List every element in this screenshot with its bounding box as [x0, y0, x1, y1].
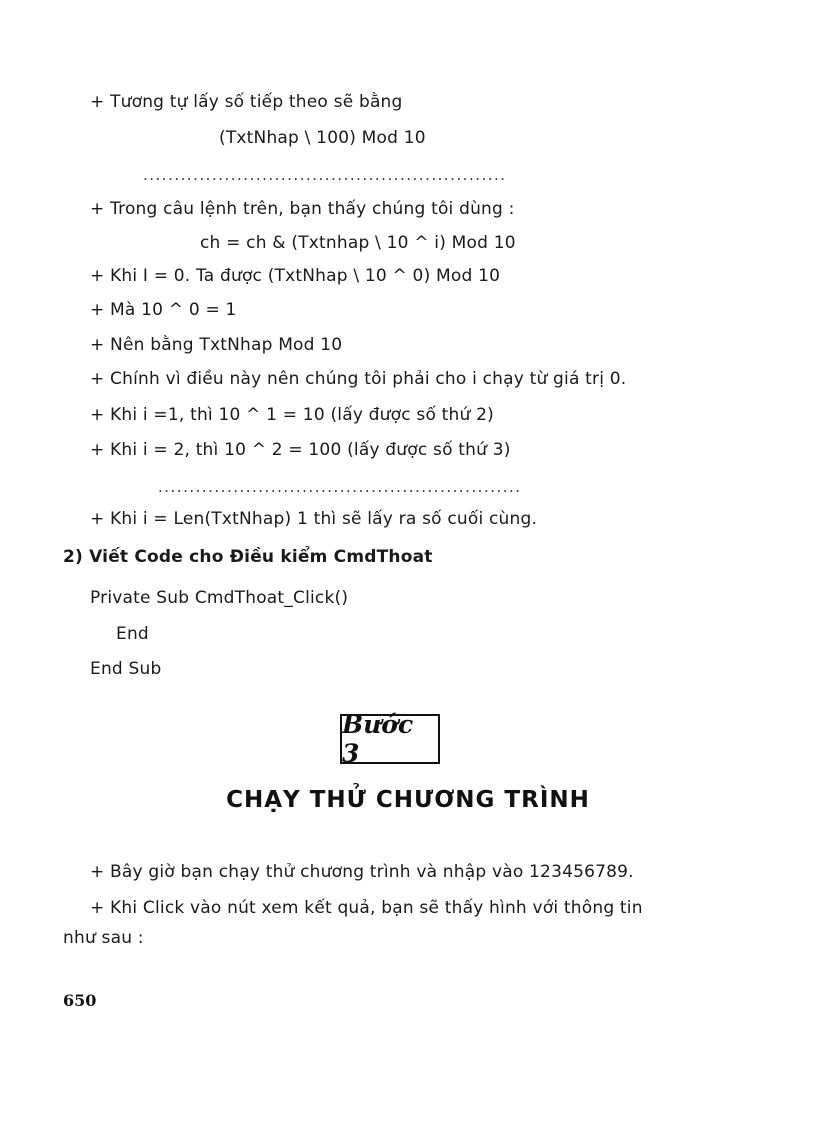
code-line-2: End: [116, 624, 149, 644]
code-line-1: Private Sub CmdThoat_Click(): [90, 588, 349, 608]
page-title: CHẠY THỬ CHƯƠNG TRÌNH: [226, 787, 590, 813]
step-box: [340, 710, 440, 768]
dots-separator-2: ..........................................................: [158, 478, 522, 496]
line-11: + Khi i = Len(TxtNhap) 1 thì sẽ lấy ra số cuối cùng.: [90, 509, 538, 529]
line-9: + Khi i =1, thì 10 ^ 1 = 10 (lấy được số thứ 2): [90, 405, 494, 425]
line-3: + Trong câu lệnh trên, bạn thấy chúng tôi dùng :: [90, 199, 515, 219]
step-label: Bước 3: [342, 710, 414, 768]
line-6: + Mà 10 ^ 0 = 1: [90, 300, 237, 320]
code-line-3: End Sub: [90, 659, 162, 679]
paragraph-1: + Bây giờ bạn chạy thử chương trình và nhập vào 123456789.: [90, 862, 634, 882]
section-heading: 2) Viết Code cho Điều kiểm CmdThoat: [63, 547, 433, 567]
line-5: + Khi I = 0. Ta được (TxtNhap \ 10 ^ 0) Mod 10: [90, 266, 501, 286]
line-8: + Chính vì điều này nên chúng tôi phải cho i chạy từ giá trị 0.: [90, 369, 627, 389]
paragraph-3: như sau :: [63, 928, 144, 948]
paragraph-2: + Khi Click vào nút xem kết quả, bạn sẽ thấy hình với thông tin: [90, 898, 643, 918]
line-7: + Nên bằng TxtNhap Mod 10: [90, 335, 343, 355]
page-number: 650: [63, 991, 97, 1010]
dots-separator-1: ..........................................................: [143, 166, 507, 184]
line-4: ch = ch & (Txtnhap \ 10 ^ i) Mod 10: [200, 233, 516, 253]
line-2: (TxtNhap \ 100) Mod 10: [219, 128, 426, 148]
line-1: + Tương tự lấy số tiếp theo sẽ bằng: [90, 92, 403, 112]
line-10: + Khi i = 2, thì 10 ^ 2 = 100 (lấy được số thứ 3): [90, 440, 511, 460]
